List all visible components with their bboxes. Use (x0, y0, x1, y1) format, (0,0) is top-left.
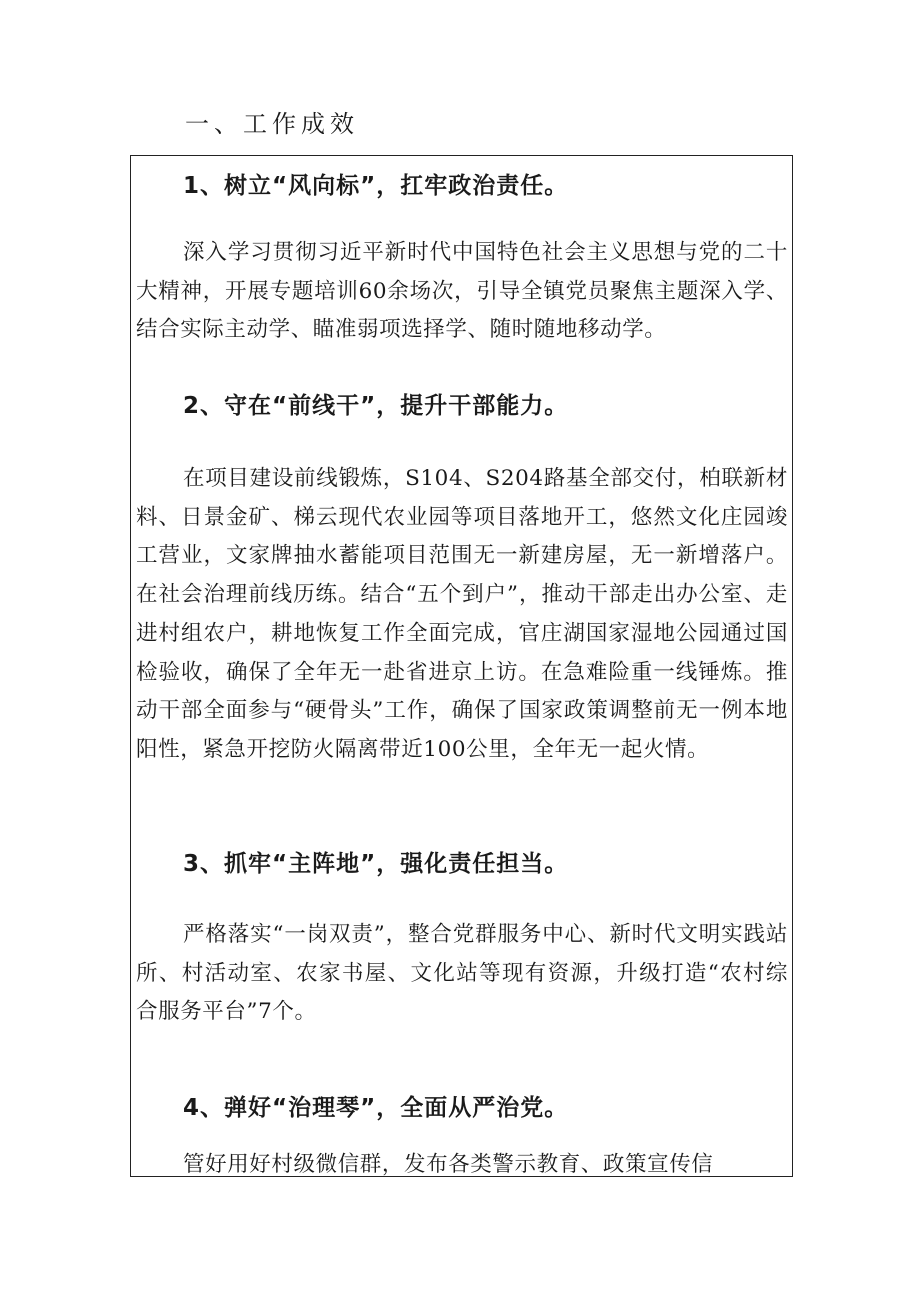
item-3-body: 严格落实“一岗双责”，整合党群服务中心、新时代文明实践站所、村活动室、农家书屋、文化站等现有资源，升级打造“农村综合服务平台”7个。 (136, 922, 788, 1025)
item-2-title: 2、守在“前线干”，提升干部能力。 (183, 393, 569, 419)
item-1-title: 1、树立“风向标”，扛牢政治责任。 (183, 173, 569, 199)
item-4-body: 管好用好村级微信群，发布各类警示教育、政策宣传信 (183, 1152, 714, 1177)
item-4-title: 4、弹好“治理琴”，全面从严治党。 (183, 1095, 569, 1121)
content-box (130, 155, 793, 1177)
section-heading: 一、工作成效 (185, 110, 359, 138)
item-2-body: 在项目建设前线锻炼，S104、S204路基全部交付，柏联新材料、日景金矿、梯云现代农业园等项目落地开工，悠然文化庄园竣工营业，文家牌抽水蓄能项目范围无一新建房屋，无一新增落户。在社会治理前线历练。结合“五个到户”，推动干部走出办公室、走进村组农户，耕地恢复工作全面完成，官庄湖国家湿地公园通过国检验收，确保了全年无一赴省进京上访。在急难险重一线锤炼。推动干部全面参与“硬骨头”工作，确保了国家政策调整前无一例本地阳性，紧急开挖防火隔离带近100公里，全年无一起火情。 (136, 466, 788, 762)
item-3-title: 3、抓牢“主阵地”，强化责任担当。 (183, 851, 569, 877)
item-1-body: 深入学习贯彻习近平新时代中国特色社会主义思想与党的二十大精神，开展专题培训60余场次，引导全镇党员聚焦主题深入学、结合实际主动学、瞄准弱项选择学、随时随地移动学。 (136, 240, 788, 343)
